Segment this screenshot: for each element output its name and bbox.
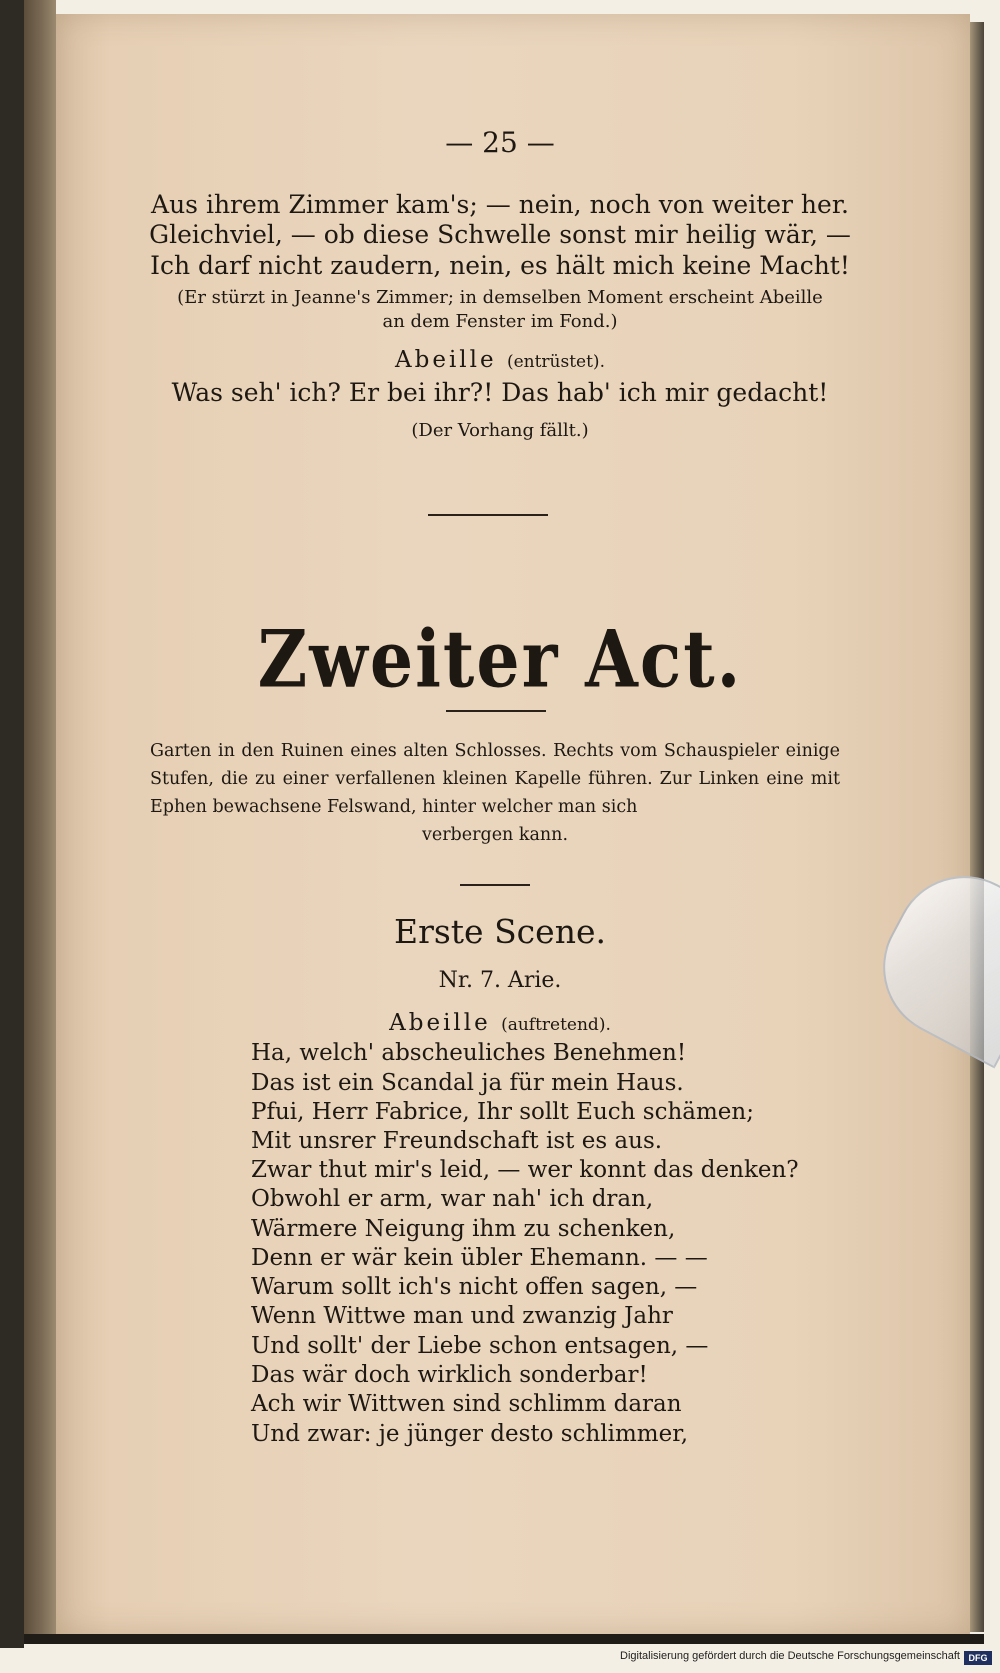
speaker-direction: (entrüstet). xyxy=(506,352,605,372)
scene-title: Erste Scene. xyxy=(394,912,606,951)
stage-direction: (Er stürzt in Jeanne's Zimmer; in demselben Moment erscheint Abeille xyxy=(177,287,823,308)
aria-line: Warum sollt ich's nicht offen sagen, — xyxy=(251,1274,698,1300)
stage-direction: an dem Fenster im Fond.) xyxy=(382,311,618,332)
act-title: Zweiter Act. xyxy=(257,614,743,706)
aria-line: Ha, welch' abscheuliches Benehmen! xyxy=(251,1040,687,1066)
aria-line: Zwar thut mir's leid, — wer konnt das denken? xyxy=(251,1157,799,1183)
speaker-heading xyxy=(0,1010,1000,1036)
speaker-name: Abeille xyxy=(389,1010,491,1036)
verse-line: Aus ihrem Zimmer kam's; — nein, noch von weiter her. xyxy=(151,190,849,219)
verse-line: Ich darf nicht zaudern, nein, es hält mich keine Macht! xyxy=(150,251,850,280)
footer-bar xyxy=(0,1648,1000,1673)
verse-line: Was seh' ich? Er bei ihr?! Das hab' ich mir gedacht! xyxy=(171,378,829,407)
speaker-direction: (auftretend). xyxy=(501,1015,611,1035)
aria-line: Und zwar: je jünger desto schlimmer, xyxy=(251,1421,689,1447)
verse-line: Gleichviel, — ob diese Schwelle sonst mir heilig wär, — xyxy=(149,220,851,249)
number-heading: Nr. 7. Arie. xyxy=(438,968,562,993)
aria-line: Wenn Wittwe man und zwanzig Jahr xyxy=(251,1303,673,1329)
aria-line: Ach wir Wittwen sind schlimm daran xyxy=(251,1391,682,1417)
speaker-name: Abeille xyxy=(395,347,497,373)
aria-line: Wärmere Neigung ihm zu schenken, xyxy=(251,1216,676,1242)
aria-line: Obwohl er arm, war nah' ich dran, xyxy=(251,1186,654,1212)
title-underline xyxy=(446,710,546,712)
page-number: — 25 — xyxy=(445,126,555,159)
setting-line: einige Stufen, die zu einer verfallenen kleinen Kapelle führen. Zur xyxy=(150,741,840,789)
setting-line: Linken eine mit Ephen bewachsene Felswand, hinter welcher man sich xyxy=(150,769,840,817)
speaker-heading xyxy=(0,347,1000,373)
aria-line: Denn er wär kein übler Ehemann. — — xyxy=(251,1245,708,1271)
aria-line: Und sollt' der Liebe schon entsagen, — xyxy=(251,1333,709,1359)
dfg-logo: DFG xyxy=(964,1651,992,1665)
aria-line: Pfui, Herr Fabrice, Ihr sollt Euch schämen; xyxy=(251,1099,754,1125)
scene-divider xyxy=(460,884,530,886)
section-divider xyxy=(428,514,548,516)
aria-line: Das ist ein Scandal ja für mein Haus. xyxy=(251,1070,684,1096)
footer-credit: Digitalisierung gefördert durch die Deutsche Forschungsgemeinschaft xyxy=(620,1650,960,1662)
aria-line: Mit unsrer Freundschaft ist es aus. xyxy=(251,1128,663,1154)
aria-line: Das wär doch wirklich sonderbar! xyxy=(251,1362,648,1388)
setting-line: verbergen kann. xyxy=(421,825,569,845)
setting-description xyxy=(150,737,840,849)
stage-direction: (Der Vorhang fällt.) xyxy=(411,420,589,441)
scan-bottom-edge xyxy=(24,1634,984,1644)
setting-line: Garten in den Ruinen eines alten Schlosses. Rechts vom Schauspieler xyxy=(150,741,780,761)
